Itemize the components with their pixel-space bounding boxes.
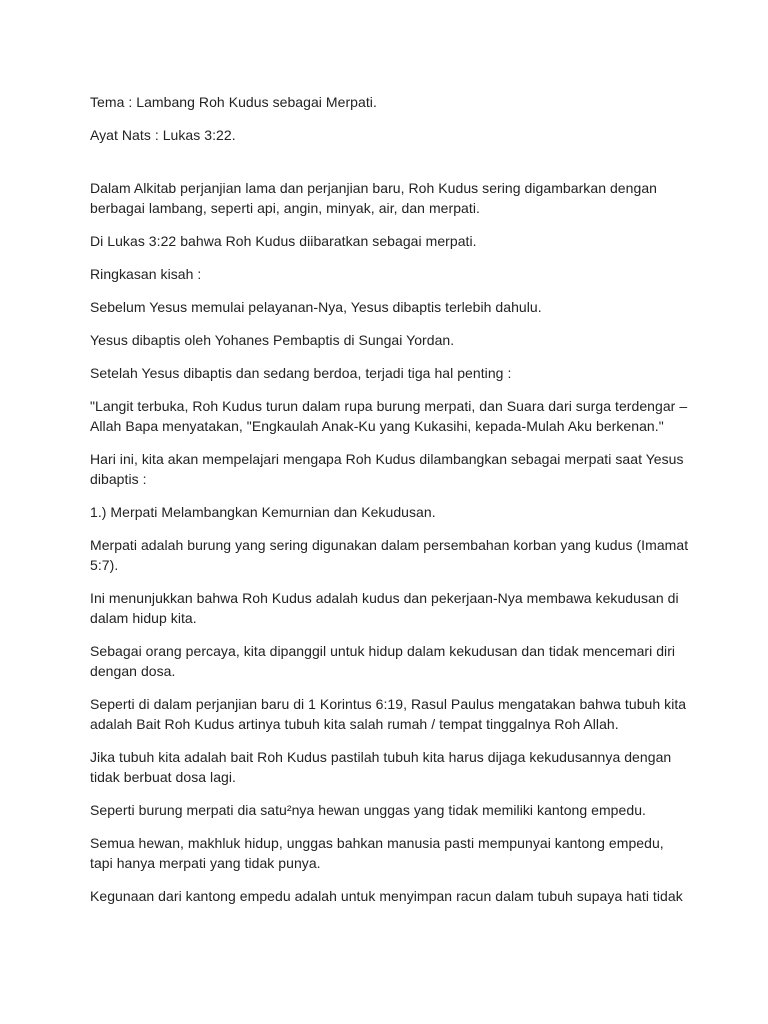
- paragraph: Dalam Alkitab perjanjian lama dan perjanjian baru, Roh Kudus sering digambarkan dengan berbagai lambang, seperti api, angin, minyak, air, dan merpati.: [90, 180, 657, 216]
- verse-line: Ayat Nats : Lukas 3:22.: [90, 127, 236, 143]
- theme-line: Tema : Lambang Roh Kudus sebagai Merpati.: [90, 94, 377, 110]
- paragraph: Setelah Yesus dibaptis dan sedang berdoa, terjadi tiga hal penting :: [90, 365, 512, 381]
- paragraph: Kegunaan dari kantong empedu adalah untuk menyimpan racun dalam tubuh supaya hati tidak: [90, 888, 683, 904]
- paragraph: Semua hewan, makhluk hidup, unggas bahkan manusia pasti mempunyai kantong empedu, tapi hanya merpati yang tidak punya.: [90, 835, 664, 871]
- paragraph: Seperti burung merpati dia satu²nya hewan unggas yang tidak memiliki kantong empedu.: [90, 802, 646, 818]
- paragraph: Seperti di dalam perjanjian baru di 1 Korintus 6:19, Rasul Paulus mengatakan bahwa tubuh kita adalah Bait Roh Kudus artinya tubuh kita salah rumah / tempat tinggalnya Roh Allah.: [90, 696, 687, 732]
- paragraph: Ringkasan kisah :: [90, 266, 202, 282]
- paragraph: Sebagai orang percaya, kita dipanggil untuk hidup dalam kekudusan dan tidak mencemari diri dengan dosa.: [90, 643, 676, 679]
- paragraph: Hari ini, kita akan mempelajari mengapa Roh Kudus dilambangkan sebagai merpati saat Yesus dibaptis :: [90, 451, 684, 487]
- paragraph: Yesus dibaptis oleh Yohanes Pembaptis di Sungai Yordan.: [90, 332, 455, 348]
- paragraph: "Langit terbuka, Roh Kudus turun dalam rupa burung merpati, dan Suara dari surga terdengar – Allah Bapa menyatakan, "Engkaulah Anak-Ku yang Kukasihi, kepada-Mulah Aku berkenan.": [90, 398, 688, 434]
- paragraph: Ini menunjukkan bahwa Roh Kudus adalah kudus dan pekerjaan-Nya membawa kekudusan di dalam hidup kita.: [90, 590, 679, 626]
- paragraph: Jika tubuh kita adalah bait Roh Kudus pastilah tubuh kita harus dijaga kekudusannya dengan tidak berbuat dosa lagi.: [90, 749, 672, 785]
- paragraph: Merpati adalah burung yang sering digunakan dalam persembahan korban yang kudus (Imamat 5:7).: [90, 537, 689, 573]
- document-body: [90, 92, 690, 919]
- paragraph: Di Lukas 3:22 bahwa Roh Kudus diibaratkan sebagai merpati.: [90, 233, 477, 249]
- blank-line: [90, 158, 690, 178]
- paragraph: Sebelum Yesus memulai pelayanan-Nya, Yesus dibaptis terlebih dahulu.: [90, 299, 542, 315]
- section-heading: 1.) Merpati Melambangkan Kemurnian dan Kekudusan.: [90, 504, 436, 520]
